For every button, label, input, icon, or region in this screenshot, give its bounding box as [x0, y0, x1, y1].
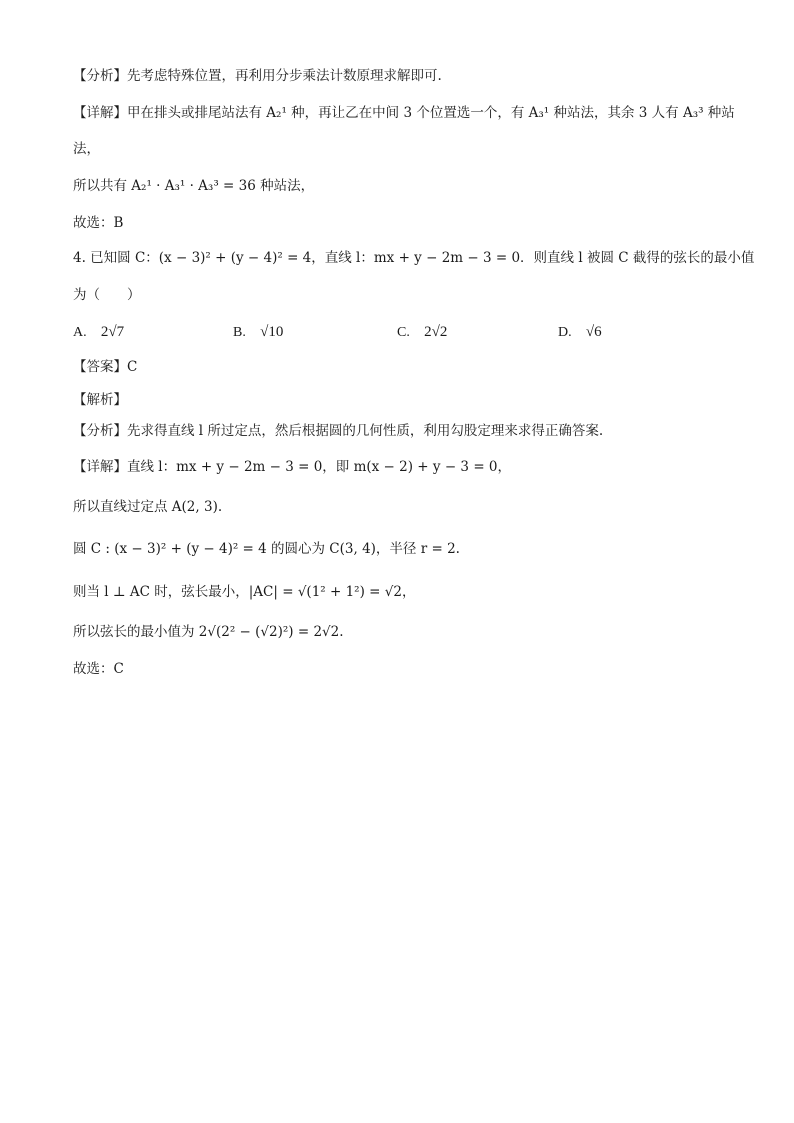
detail-line-3: 【详解】直线 l：mx + y − 2m − 3 = 0，即 m(x − 2) + y − 3 = 0， — [73, 459, 512, 475]
choice-d — [558, 322, 602, 343]
choice-d-value: √6 — [585, 324, 602, 340]
answer-select-b: 故选：B — [73, 215, 124, 231]
choice-b-value: √10 — [260, 324, 284, 340]
choice-c-value: 2√2 — [424, 324, 448, 340]
choice-a-label: A. — [73, 325, 87, 340]
perpendicular-line: 则当 l ⊥ AC 时，弦长最小，|AC| = √(1² + 1²) = √2， — [73, 584, 416, 600]
answer-select-c: 故选：C — [73, 661, 124, 677]
choice-c — [397, 322, 447, 343]
detail-line-1: 【详解】甲在排头或排尾站法有 A₂¹ 种，再让乙在中间 3 个位置选一个，有 A₃¹ 种站法，其余 3 人有 A₃³ 种站 — [73, 105, 735, 121]
detail-line-2: 法， — [73, 141, 100, 157]
question-4-stem-cont: 为（ ） — [73, 287, 141, 303]
choice-c-label: C. — [397, 325, 410, 340]
total-count-line: 所以共有 A₂¹ · A₃¹ · A₃³ = 36 种站法， — [73, 178, 315, 194]
answer-label: 【答案】C — [73, 359, 138, 375]
analysis-line-2: 【分析】先求得直线 l 所过定点，然后根据圆的几何性质，利用勾股定理来求得正确答案. — [73, 423, 604, 439]
analysis-line-1: 【分析】先考虑特殊位置，再利用分步乘法计数原理求解即可. — [73, 68, 442, 84]
choice-a — [73, 322, 124, 343]
choice-d-label: D. — [558, 325, 572, 340]
question-4-stem: 4. 已知圆 C：(x − 3)² + (y − 4)² = 4，直线 l：mx + y − 2m − 3 = 0．则直线 l 被圆 C 截得的弦长的最小值 — [73, 250, 755, 266]
choice-b-label: B. — [233, 325, 246, 340]
circle-center-line: 圆 C : (x − 3)² + (y − 4)² = 4 的圆心为 C(3, 4)，半径 r = 2. — [73, 541, 460, 557]
fixed-point-line: 所以直线过定点 A(2, 3). — [73, 499, 223, 515]
choice-b — [233, 322, 283, 343]
solution-label: 【解析】 — [73, 392, 127, 408]
min-chord-line: 所以弦长的最小值为 2√(2² − (√2)²) = 2√2. — [73, 624, 344, 640]
choice-a-value: 2√7 — [100, 324, 125, 340]
